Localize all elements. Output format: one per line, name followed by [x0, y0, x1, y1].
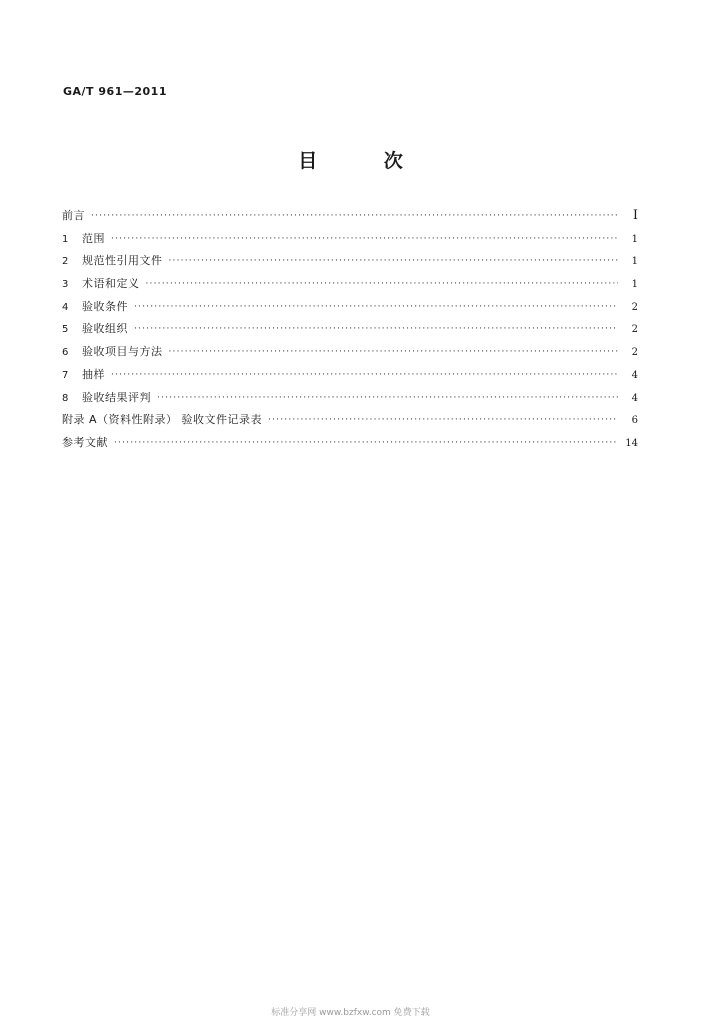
standard-code: GA/T 961—2011	[63, 85, 167, 98]
toc-entry-result-judgement[interactable]	[62, 389, 638, 412]
toc-entry-normative-references[interactable]	[62, 252, 638, 275]
toc-entry-page: 2	[631, 347, 638, 359]
dot-leader	[157, 393, 618, 403]
toc-entry-sampling[interactable]	[62, 366, 638, 389]
dot-leader	[169, 256, 619, 266]
toc-entry-number: 3	[62, 279, 69, 291]
toc-entry-number: 4	[62, 301, 69, 313]
toc-entry-label: 抽样	[82, 367, 105, 381]
dot-leader	[111, 370, 618, 380]
dot-leader	[134, 302, 618, 312]
toc-entry-label: 验收结果评判	[82, 390, 151, 404]
toc-entry-label: 术语和定义	[82, 277, 140, 291]
toc-entry-appendix-a[interactable]	[62, 411, 638, 434]
dot-leader	[146, 279, 619, 289]
dot-leader	[91, 211, 618, 221]
toc-entry-page: 1	[631, 279, 638, 291]
toc-entry-label: 验收组织	[82, 322, 128, 336]
toc-entry-page: 4	[631, 369, 638, 381]
toc-entry-number: 1	[62, 233, 69, 245]
toc-entry-page: 1	[631, 256, 638, 268]
toc-entry-number: 6	[62, 347, 69, 359]
toc-entry-acceptance-items-methods[interactable]	[62, 343, 638, 366]
toc-entry-bibliography[interactable]	[62, 434, 638, 457]
toc-entry-page: 2	[631, 301, 638, 313]
toc-entry-terms-definitions[interactable]	[62, 275, 638, 298]
toc-entry-label: 验收项目与方法	[82, 345, 163, 359]
toc-entry-number: 5	[62, 324, 69, 336]
toc-entry-page: I	[632, 208, 638, 223]
toc-entry-label: 范围	[82, 231, 105, 245]
footer-watermark: 标准分享网 www.bzfxw.com 免费下载	[271, 1008, 430, 1018]
toc-entry-label: 附录 A（资料性附录） 验收文件记录表	[62, 413, 263, 427]
dot-leader	[134, 324, 618, 334]
dot-leader	[114, 438, 618, 448]
page-title: 目 次	[298, 150, 433, 172]
toc-entry-label: 参考文献	[62, 435, 108, 449]
dot-leader	[268, 415, 618, 425]
toc-entry-acceptance-conditions[interactable]	[62, 298, 638, 321]
toc-entry-scope[interactable]	[62, 230, 638, 253]
toc-entry-page: 6	[631, 415, 638, 427]
toc-entry-page: 1	[631, 233, 638, 245]
toc-entry-number: 7	[62, 369, 69, 381]
dot-leader	[111, 234, 618, 244]
toc-entry-page: 14	[625, 437, 638, 449]
toc-entry-label: 规范性引用文件	[82, 254, 163, 268]
toc-entry-acceptance-organization[interactable]	[62, 320, 638, 343]
toc-entry-label: 验收条件	[82, 299, 128, 313]
toc-entry-number: 8	[62, 392, 69, 404]
toc-entry-page: 2	[631, 324, 638, 336]
toc-entry-foreword[interactable]	[62, 207, 638, 230]
toc-entry-number: 2	[62, 256, 69, 268]
toc-entry-page: 4	[631, 392, 638, 404]
table-of-contents	[62, 207, 638, 457]
dot-leader	[169, 347, 619, 357]
toc-entry-label: 前言	[62, 209, 85, 222]
